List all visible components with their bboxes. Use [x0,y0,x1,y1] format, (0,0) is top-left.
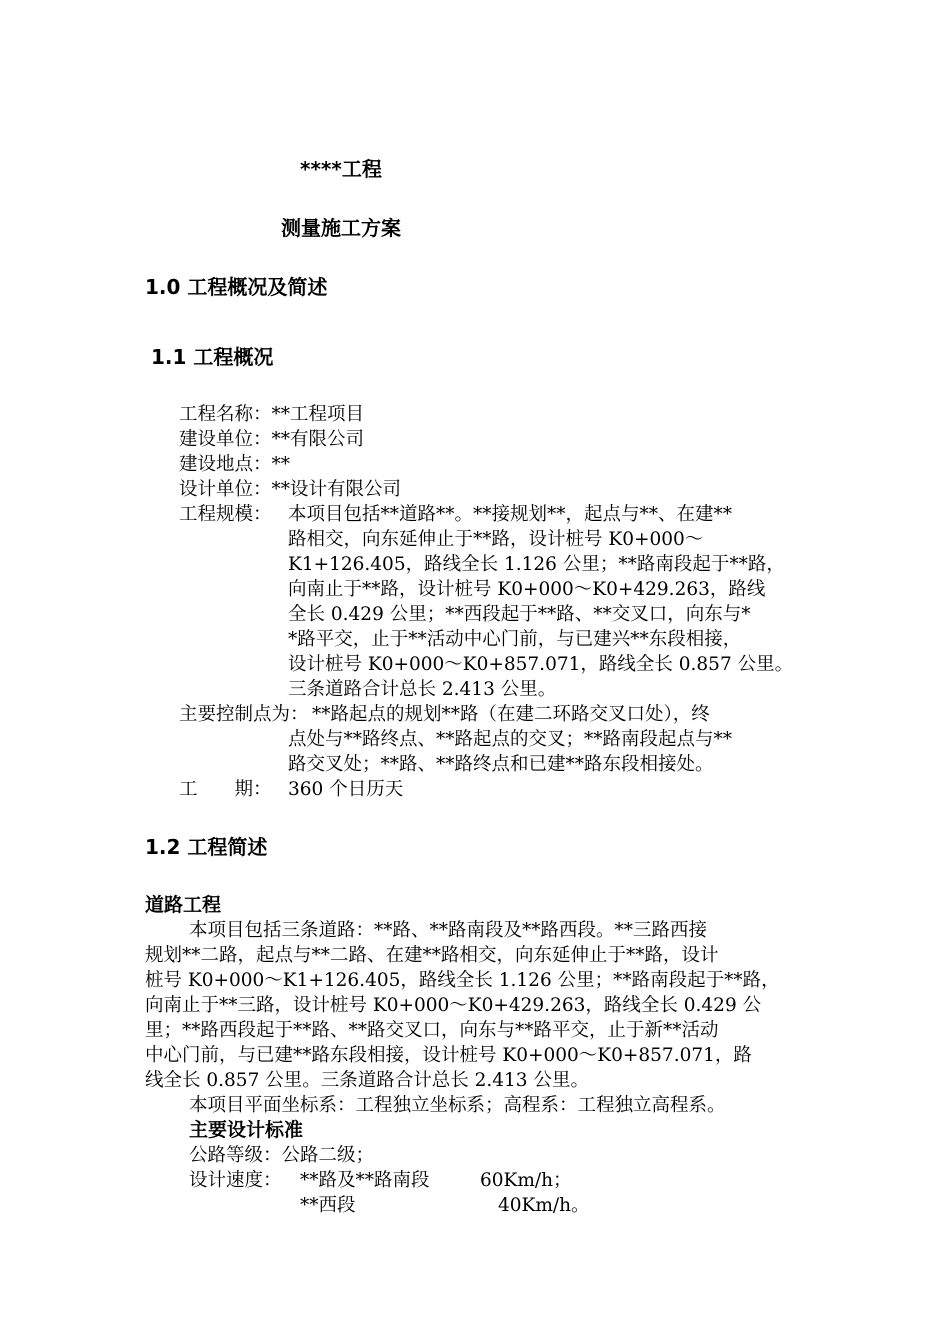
owner-line: 建设单位：**有限公司 [179,429,365,450]
road-paragraph [145,918,780,1093]
scale-paragraph [288,502,793,702]
document-title: ****工程 [300,157,382,181]
scale-line: 全长 0.429 公里；**西段起于**路、**交叉口，向东与* [288,604,751,625]
scale-line: *路平交，止于**活动中心门前，与已建兴**东段相接， [288,629,742,650]
road-line: 里；**路西段起于**路、**路交叉口，向东与**路平交，止于新**活动 [145,1020,719,1041]
location-line: 建设地点：** [179,454,291,475]
road-line: 桩号 K0+000～K1+126.405，路线全长 1.126 公里；**路南段起于**路， [145,970,780,991]
control-line: 路交叉处；**路、**路终点和已建**路东段相接处。 [288,754,714,775]
document-subtitle: 测量施工方案 [281,216,401,240]
road-line: 规划**二路，起点与**二路、在建**路相交，向东延伸止于**路，设计 [145,945,719,966]
section-heading-1-0: 1.0 工程概况及简述 [145,275,328,299]
road-line: 线全长 0.857 公里。三条道路合计总长 2.413 公里。 [145,1070,589,1091]
speed-row2-value: 40Km/h。 [498,1195,590,1216]
period-value: 360 个日历天 [288,779,404,800]
scale-line: 路相交，向东延伸止于**路，设计桩号 K0+000～ [288,529,704,550]
control-line: 点处与**路终点、**路起点的交叉；**路南段起点与** [288,729,733,750]
road-line: 中心门前，与已建**路东段相接，设计桩号 K0+000～K0+857.071，路 [145,1045,752,1066]
scale-line: 设计桩号 K0+000～K0+857.071，路线全长 0.857 公里。 [288,654,794,675]
speed-label: 设计速度： [189,1170,282,1191]
grade-line: 公路等级：公路二级； [189,1145,375,1166]
road-heading: 道路工程 [145,894,222,916]
road-line: 本项目包括三条道路：**路、**路南段及**路西段。**三路西接 [189,920,708,941]
scale-line: 向南止于**路，设计桩号 K0+000～K0+429.263，路线 [288,579,766,600]
project-name-line: 工程名称：**工程项目 [179,404,365,425]
speed-row2-road: **西段 [300,1195,356,1216]
speed-row1-value: 60Km/h； [480,1170,572,1191]
period-label: 工 期： [179,779,272,800]
scale-line: K1+126.405，路线全长 1.126 公里；**路南段起于**路， [288,554,785,575]
section-heading-1-2: 1.2 工程简述 [145,835,268,859]
speed-row1-road: **路及**路南段 [300,1170,430,1191]
scale-line: 本项目包括**道路**。**接规划**，起点与**、在建** [288,504,733,525]
control-line: **路起点的规划**路（在建二环路交叉口处），终 [312,704,710,725]
scale-label: 工程规模： [179,504,272,525]
section-heading-1-1: 1.1 工程概况 [151,345,274,369]
standards-heading: 主要设计标准 [189,1119,304,1141]
control-label: 主要控制点为： [179,704,309,725]
road-line: 向南止于**三路，设计桩号 K0+000～K0+429.263，路线全长 0.429 公 [145,995,762,1016]
designer-line: 设计单位：**设计有限公司 [179,479,402,500]
control-paragraph [288,702,733,777]
scale-line: 三条道路合计总长 2.413 公里。 [288,679,557,700]
coordinate-system-line: 本项目平面坐标系：工程独立坐标系；高程系：工程独立高程系。 [189,1095,726,1116]
